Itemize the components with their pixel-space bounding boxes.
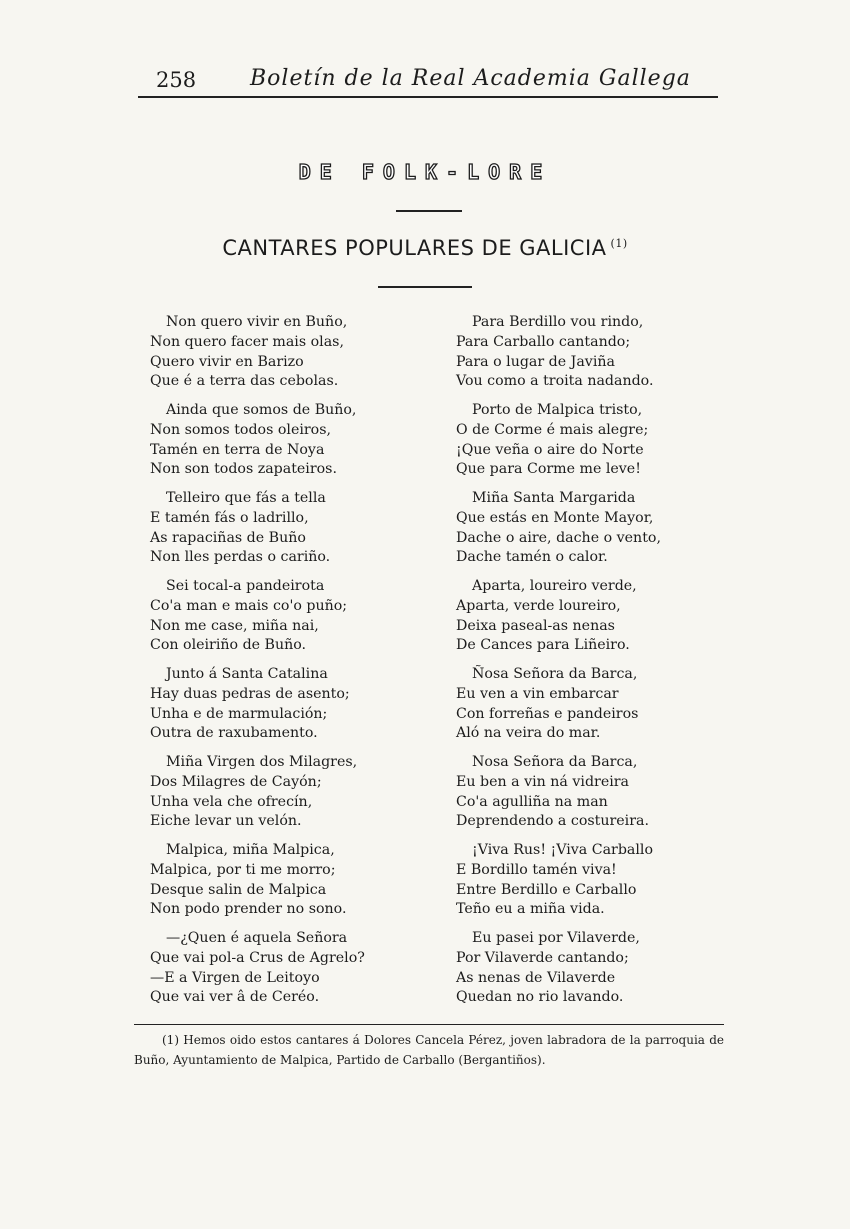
verse-line: Dos Milagres de Cayón; [150, 773, 322, 790]
verse-line: Que vai pol-a Crus de Agrelo? [150, 949, 365, 966]
verse-line: Ainda que somos de Buño, [166, 402, 357, 418]
stanza [150, 313, 450, 401]
page-number: 258 [156, 68, 197, 92]
verse-line: Unha vela che ofrecín, [150, 793, 313, 810]
verse-line: ¡Que veña o aire do Norte [456, 441, 644, 458]
verse-line: Co'a agulliña na man [456, 793, 608, 810]
verse-line: Eu ben a vin ná vidreira [456, 773, 629, 790]
verse-line: Non somos todos oleiros, [150, 421, 331, 438]
stanza [456, 665, 696, 753]
verse-line: Eu pasei por Vilaverde, [472, 930, 640, 946]
verse-line: Que para Corme me leve! [456, 461, 641, 478]
verse-line: Aló na veira do mar. [456, 725, 601, 742]
verse-line: Non quero facer mais olas, [150, 333, 344, 350]
stanza [456, 753, 696, 841]
verse-line: Junto á Santa Catalina [166, 666, 328, 682]
verse-line: Malpica, por ti me morro; [150, 861, 336, 878]
verse-line: Vou como a troita nadando. [456, 373, 654, 390]
section-title: DE FOLK-LORE [298, 160, 552, 184]
verse-line: O de Corme é mais alegre; [456, 421, 649, 438]
verse-line: Quero vivir en Barizo [150, 353, 304, 370]
verse-line: Non me case, miña nai, [150, 617, 319, 634]
verse-line: Quedan no rio lavando. [456, 989, 624, 1006]
stanza [150, 665, 450, 753]
divider-rule [378, 286, 472, 288]
verse-line: Que é a terra das cebolas. [150, 373, 339, 390]
verse-line: Para o lugar de Javiña [456, 353, 615, 370]
verse-line: Teño eu a miña vida. [456, 901, 605, 918]
subtitle [0, 236, 850, 260]
stanza [456, 401, 696, 489]
stanza [150, 753, 450, 841]
verse-line: Para Berdillo vou rindo, [472, 314, 644, 330]
verse-line: Hay duas pedras de asento; [150, 685, 350, 702]
verse-line: Aparta, loureiro verde, [472, 578, 637, 594]
verse-line: Ñosa Señora da Barca, [472, 666, 638, 682]
running-head [138, 62, 718, 98]
verse-line: Con oleiriño de Buño. [150, 637, 307, 654]
verse-line: Eiche levar un velón. [150, 813, 302, 830]
footnote-reference: (1) [610, 237, 628, 250]
verse-line: Malpica, miña Malpica, [166, 842, 335, 858]
verse-line: Sei tocal-a pandeirota [166, 578, 325, 594]
verse-line: As nenas de Vilaverde [456, 969, 616, 986]
subtitle-text: CANTARES POPULARES DE GALICIA [222, 236, 607, 260]
verse-line: Co'a man e mais co'o puño; [150, 597, 348, 614]
divider-rule [396, 210, 462, 212]
verse-line: —¿Quen é aquela Señora [166, 930, 348, 946]
verse-line: Que estás en Monte Mayor, [456, 509, 654, 526]
verse-line: Miña Santa Margarida [472, 490, 636, 506]
verse-line: Dache o aire, dache o vento, [456, 529, 661, 546]
verse-line: ¡Viva Rus! ¡Viva Carballo [472, 842, 654, 858]
verse-line: De Cances para Liñeiro. [456, 637, 630, 654]
verse-line: Aparta, verde loureiro, [456, 597, 621, 614]
stanza [456, 577, 696, 665]
verse-line: —E a Virgen de Leitoyo [150, 969, 320, 986]
verse-line: Unha e de marmulación; [150, 705, 328, 722]
verse-line: Tamén en terra de Noya [150, 441, 325, 458]
stanza [150, 401, 450, 489]
verse-line: Deprendendo a costureira. [456, 813, 649, 830]
verse-line: Que vai ver â de Ceréo. [150, 989, 320, 1006]
stanza [150, 841, 450, 929]
stanza [150, 929, 450, 1017]
verse-line: Miña Virgen dos Milagres, [166, 754, 358, 770]
stanza [456, 489, 696, 577]
stanza [150, 489, 450, 577]
verse-line: Porto de Malpica tristo, [472, 402, 643, 418]
verse-line: Telleiro que fás a tella [166, 490, 326, 506]
verse-line: Non lles perdas o cariño. [150, 549, 331, 566]
verse-line: Nosa Señora da Barca, [472, 754, 638, 770]
verse-line: Dache tamén o calor. [456, 549, 608, 566]
verse-line: Por Vilaverde cantando; [456, 949, 629, 966]
footnote-text: (1) Hemos oido estos cantares á Dolores Cancela Pérez, joven labradora de la parroquia de Buño, Ayuntamiento de Malpica, Partido de Carballo (Bergantiños). [134, 1033, 724, 1067]
poem-column-left [150, 313, 450, 1017]
stanza [456, 929, 696, 1017]
verse-line: Non quero vivir en Buño, [166, 314, 348, 330]
verse-line: Para Carballo cantando; [456, 333, 631, 350]
verse-line: Non podo prender no sono. [150, 901, 347, 918]
verse-line: Desque salin de Malpica [150, 881, 327, 898]
stanza [456, 313, 696, 401]
stanza [150, 577, 450, 665]
verse-line: As rapaciñas de Buño [150, 529, 306, 546]
verse-line: Eu ven a vin embarcar [456, 685, 619, 702]
verse-line: Entre Berdillo e Carballo [456, 881, 637, 898]
stanza [456, 841, 696, 929]
journal-title: Boletín de la Real Academia Gallega [250, 66, 691, 91]
verse-line: Outra de raxubamento. [150, 725, 318, 742]
verse-line: Deixa paseal-as nenas [456, 617, 615, 634]
poem-column-right [456, 313, 696, 1017]
footnote [134, 1024, 724, 1070]
verse-line: E Bordillo tamén viva! [456, 861, 617, 878]
verse-line: E tamén fás o ladrillo, [150, 509, 309, 526]
verse-line: Con forreñas e pandeiros [456, 705, 639, 722]
verse-line: Non son todos zapateiros. [150, 461, 337, 478]
